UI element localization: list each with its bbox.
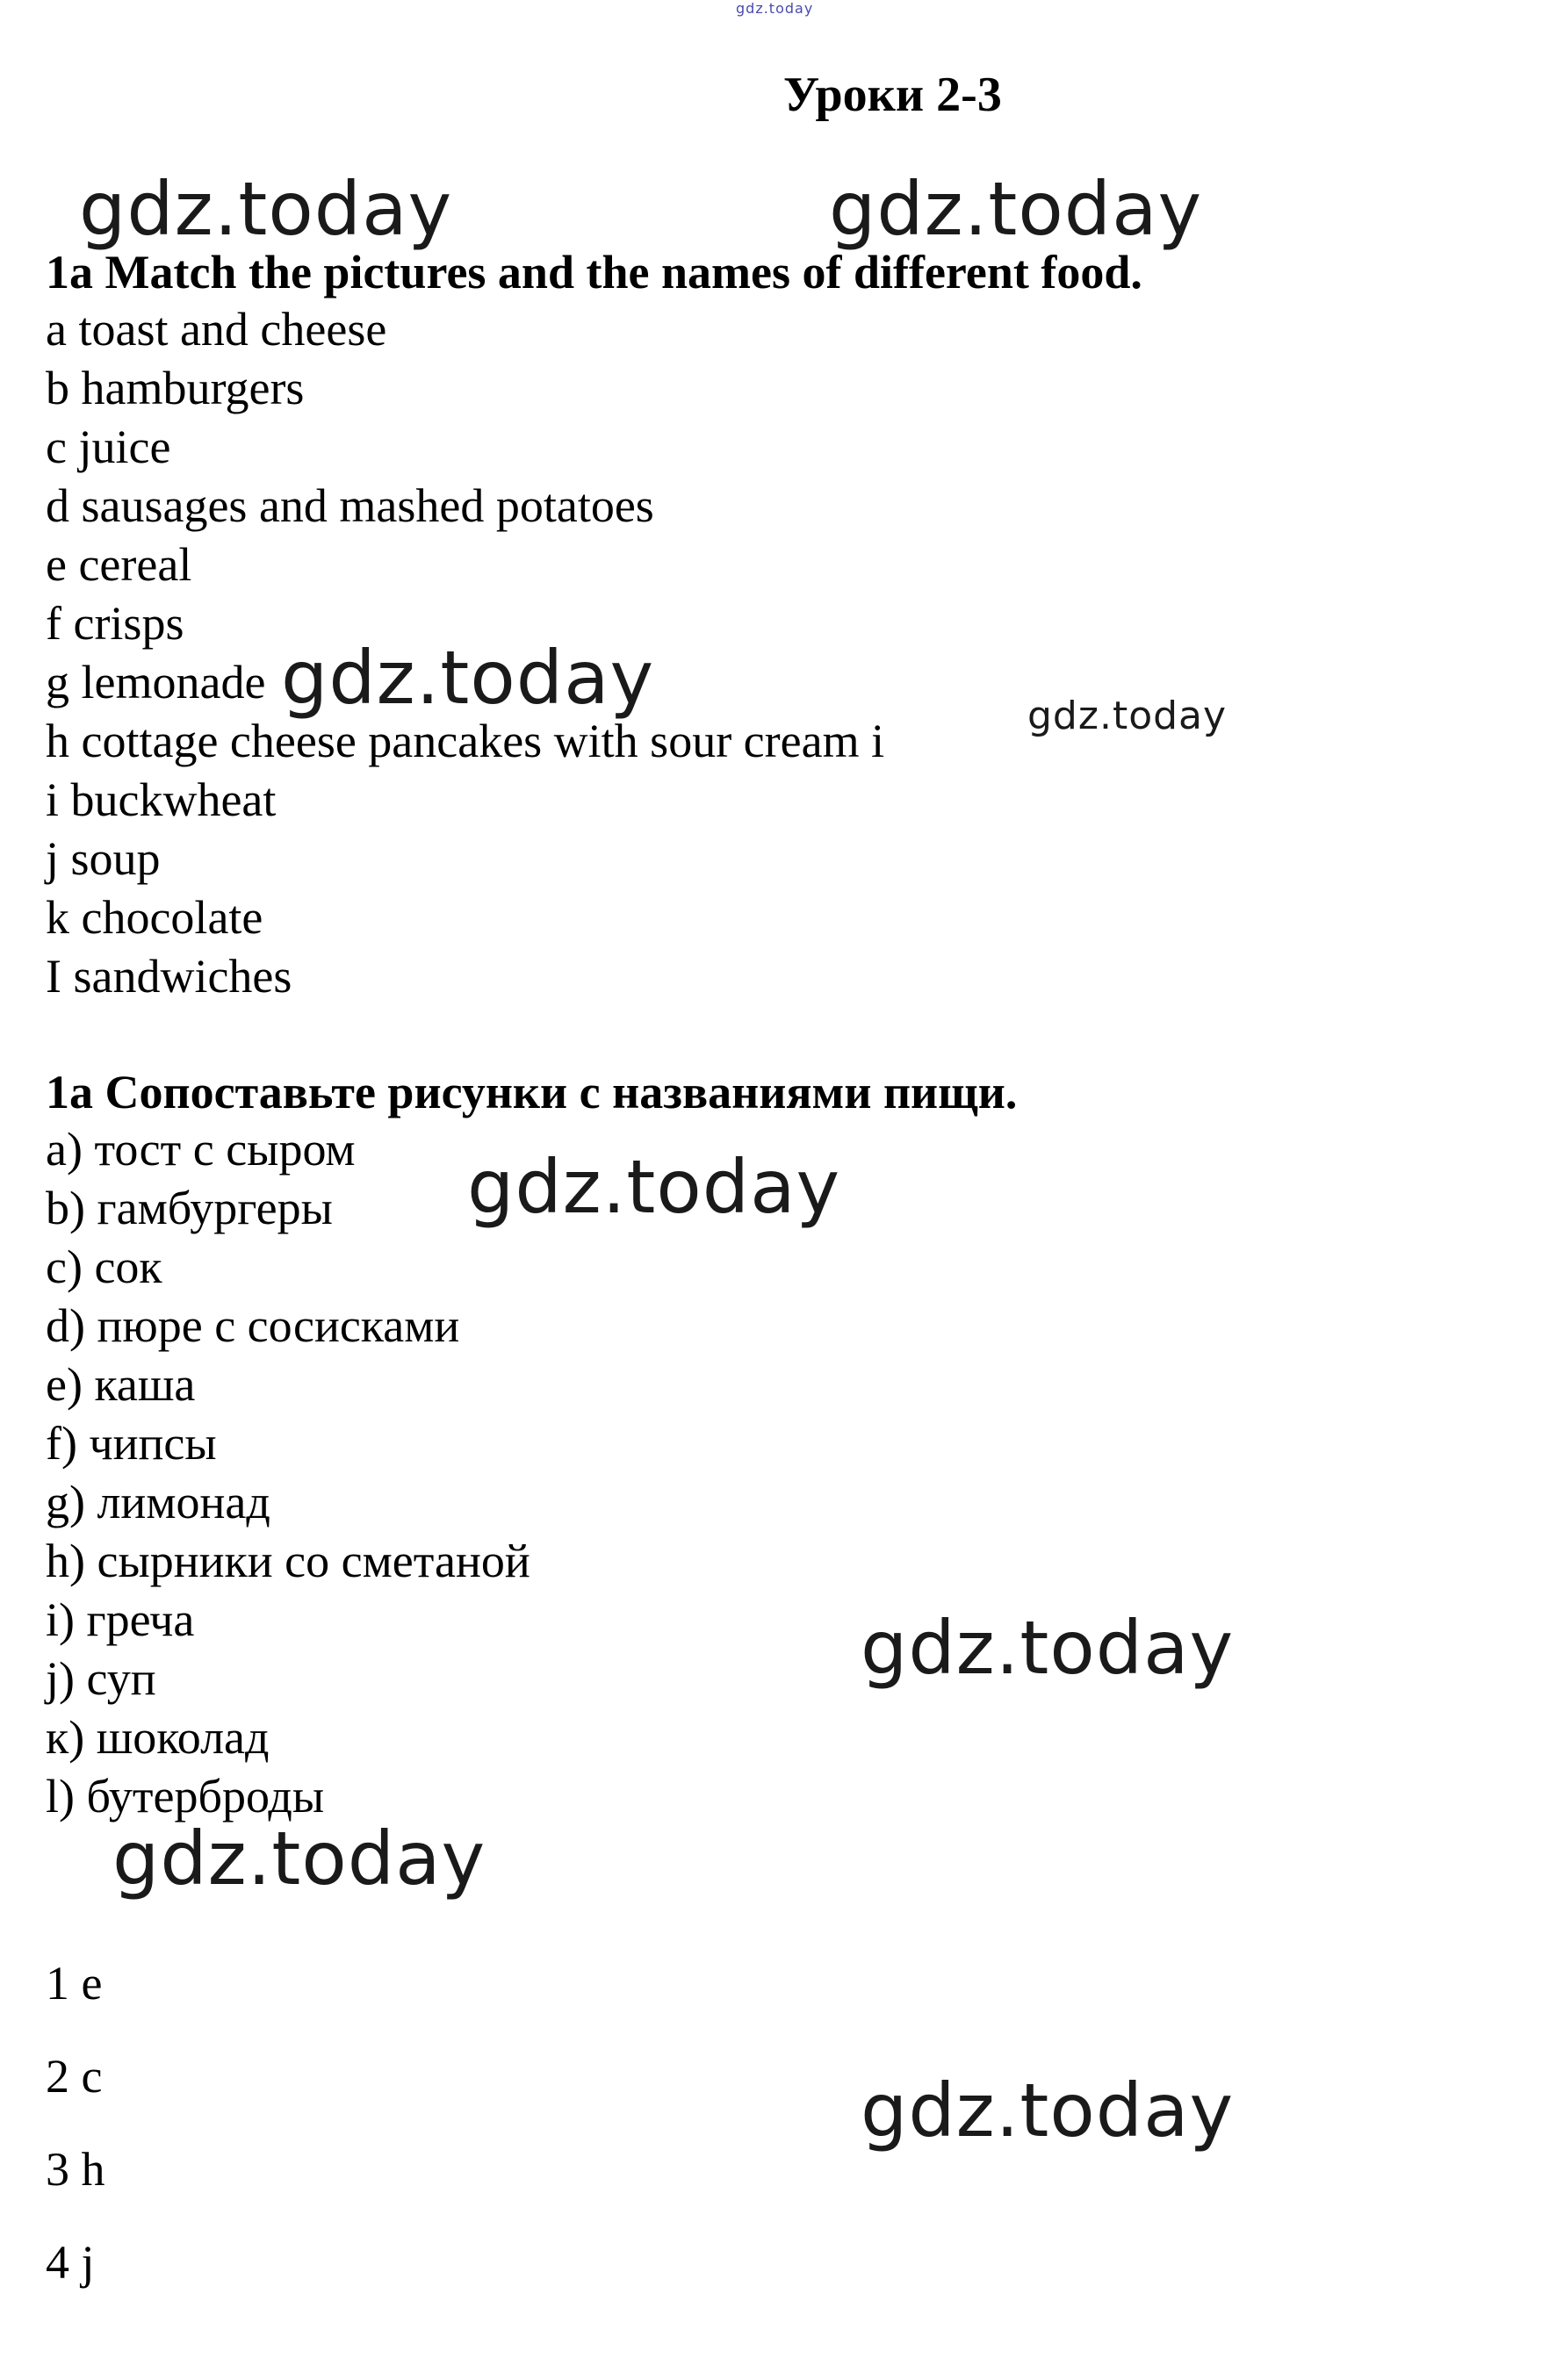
list-item: а) тост с сыром [46, 1123, 356, 1176]
list-item: j) суп [46, 1652, 156, 1705]
watermark-side-small: gdz.today [1027, 694, 1228, 738]
list-item: e cereal [46, 538, 192, 591]
answer-item: 2 c [46, 2050, 103, 2103]
exercise-ru-heading: 1a Сопоставьте рисунки с названиями пищи. [46, 1066, 1018, 1118]
watermark-top-left: gdz.today [79, 166, 453, 252]
list-item: g) лимонад [46, 1476, 270, 1528]
list-item: h) сырники со сметаной [46, 1535, 530, 1587]
list-item: b) гамбургеры [46, 1182, 333, 1234]
list-item: к) шоколад [46, 1711, 270, 1764]
list-item: f crisps [46, 597, 184, 650]
answer-item: 3 h [46, 2143, 105, 2196]
list-item: k chocolate [46, 891, 263, 944]
answer-item: 4 j [46, 2236, 95, 2289]
list-item: I sandwiches [46, 950, 292, 1003]
answer-item: 1 e [46, 1957, 103, 2010]
list-item: f) чипсы [46, 1417, 217, 1470]
list-item: c) сок [46, 1240, 162, 1293]
list-item: d sausages and mashed potatoes [46, 479, 654, 532]
watermark-top-right: gdz.today [829, 166, 1203, 252]
list-item: i) греча [46, 1593, 195, 1646]
page-title: Уроки 2-3 [783, 68, 1002, 122]
list-item: d) пюре с сосисками [46, 1299, 460, 1352]
watermark-russian-1: gdz.today [467, 1144, 841, 1230]
list-item: i buckwheat [46, 773, 277, 826]
watermark-russian-2: gdz.today [861, 1605, 1235, 1691]
exercise-en-heading: 1a Match the pictures and the names of different food. [46, 246, 1142, 298]
list-item: c juice [46, 421, 171, 473]
source-watermark: gdz.today [736, 0, 814, 17]
answers-list [46, 1959, 105, 2332]
watermark-bottom-right: gdz.today [861, 2067, 1235, 2154]
list-item: j soup [46, 832, 161, 885]
list-item: l) бутерброды [46, 1770, 325, 1823]
list-item: b hamburgers [46, 362, 305, 414]
watermark-inline: gdz.today [281, 635, 655, 721]
list-item: g lemonade [46, 656, 266, 708]
list-item: h cottage cheese pancakes with sour cream i [46, 715, 885, 767]
list-item: e) каша [46, 1358, 196, 1411]
watermark-bottom-left: gdz.today [112, 1816, 486, 1902]
list-item: a toast and cheese [46, 303, 387, 356]
exercise-ru-list [46, 1120, 530, 1826]
